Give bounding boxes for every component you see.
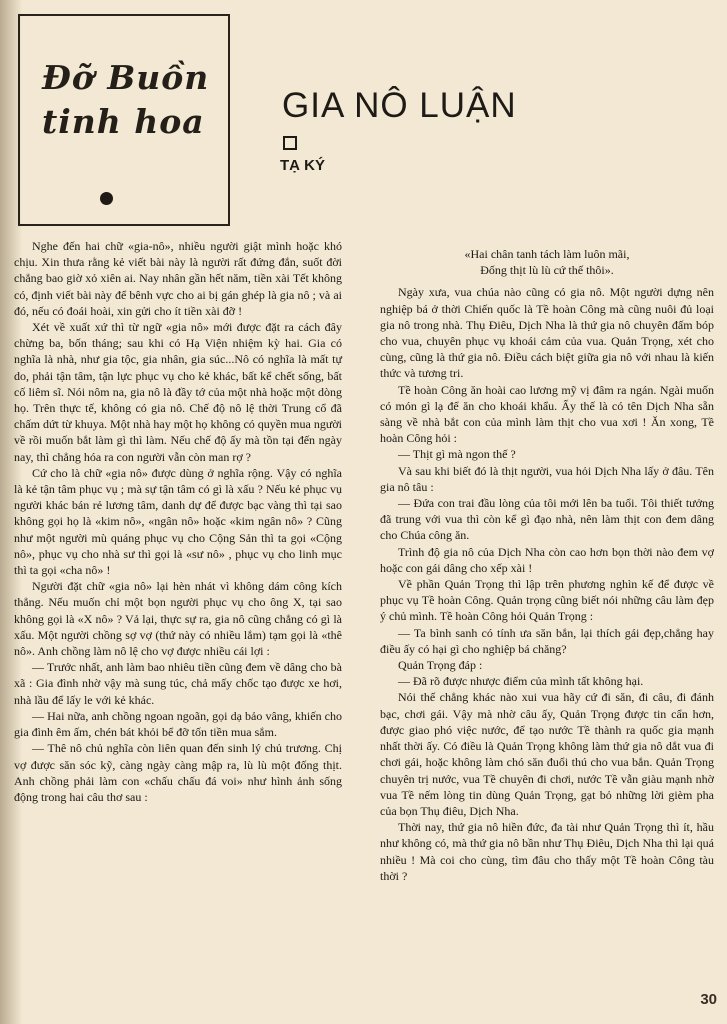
right-column <box>380 246 714 884</box>
paragraph: Xét về xuất xứ thì từ ngữ «gia nô» mới được đặt ra cách đây chừng ba, bốn tháng; sau khi có Hạ Viện nhiệm kỳ hai. Gia có nghĩa là nhà, như gia tộc, gia nhân, gia súc...Nô có nghĩa là mất tự do, phải tận tâm, tận lực phục vụ cho kẻ khác, bất kể chết sống, bất cố liêm sĩ. Nói nôm na, gia nô là đầy tớ của một nhà hoặc một dòng họ. Trên thực tế, không có gia nô. Chế độ nô lệ thời Trung cổ đã chấm dứt từ khuya. Một nhà hay một họ không có quyền mua người về rồi muốn bắt làm gì thì làm. Nếu chế độ ấy mà tồn tại đến ngày nay, thì chẳng hóa ra con người vẫn còn man rợ ? <box>14 320 342 464</box>
poem-line: Đống thịt lù lù cứ thế thôi». <box>480 263 614 278</box>
section-name <box>42 56 222 144</box>
page-number: 30 <box>700 991 717 1008</box>
paragraph: Người đặt chữ «gia nô» lại hèn nhát vì không dám công kích thẳng. Nếu muốn chỉ một bọn người phục vụ cho ông X, tại sao không gọi là «X nô» ? Vả lại, thực sự ra, gia nô cũng chẳng có gì là xấu. Một người chồng sợ vợ (thứ này có nhiều lắm) tạm gọi là «thê nô». Anh chồng làm nô lệ cho vợ được nhiều cái lợi : <box>14 579 342 659</box>
paragraph: — Thê nô chủ nghĩa còn liên quan đến sinh lý chủ trương. Chị vợ được săn sóc kỹ, càng ngày càng mập ra, lù lù một đống thịt. Anh chồng phải làm con «chấu chấu đá voi» như hình ảnh sống động trong hai câu thơ sau : <box>14 741 342 804</box>
dialogue-line: — Thịt gì mà ngon thế ? <box>398 447 516 462</box>
section-name-line1: Đỡ Buồn <box>42 58 210 97</box>
paragraph: — Trước nhất, anh làm bao nhiêu tiền cũng đem về dâng cho bà xã : Gia đình nhờ vậy mà sung túc, chả mấy chốc tạo được xe hơi, nhà lầu để lấy le với kẻ khác. <box>14 660 342 707</box>
paragraph: Tề hoàn Công ăn hoài cao lương mỹ vị đâm ra ngán. Ngài muốn có món gì lạ để ăn cho khoái khẩu. Ấy thế là có tên Dịch Nha sẵn sàng về nhà bắt con của mình làm thịt cho vua xơi ! Ăn xong, Tề hoàn Công hỏi : <box>380 382 714 446</box>
paragraph: Nghe đến hai chữ «gia-nô», nhiều người giật mình hoặc khó chịu. Xin thưa rằng kẻ viết bài này là người rất đứng đắn, suốt đời chẳng bao giờ xỏ xiên ai. Nay nhân gần hết năm, tiền xài Tết không có, định viết bài này để bênh vực cho ai bị gán ghép là gia nô ; và ai đó, nếu có đoái hoài, xin gửi cho ít tiền xài đỡ ! <box>14 239 342 318</box>
article-title: GIA NÔ LUẬN <box>282 86 517 125</box>
dialogue-line: — Ta bình sanh có tính ưa săn bắn, lại thích gái đẹp,chẳng hay điều ấy có hại gì cho nghiệp bá chăng? <box>380 625 714 656</box>
paragraph: Ngày xưa, vua chúa nào cũng có gia nô. Một người dựng nên nghiệp bá ở thời Chiến quốc là Tề hoàn Công mà cũng nuôi đủ loại gia nô trong nhà. Thụ Điêu, Dịch Nha là thứ gia nô chuyên đấm bóp cho vua, chuyên phục vụ khoái cảm của vua. Quản Trọng, xét cho cùng, cũng là thứ gia nô. Điều cách biệt giữa gia nô với nhau là kiến thức và tương tri. <box>380 285 714 381</box>
paragraph: Thời nay, thứ gia nô hiền đức, đa tài như Quản Trọng thì ít, hầu như không có, mà thứ gia nô bần như Thụ Điêu, Dịch Nha thì lại quá nhiều ! Mà coi cho cùng, tìm đâu cho thấy một Tề hoàn Công tàu thời ? <box>380 820 714 883</box>
paragraph: Và sau khi biết đó là thịt người, vua hỏi Dịch Nha lấy ở đâu. Tên gia nô tâu : <box>380 463 714 494</box>
paragraph: — Hai nữa, anh chồng ngoan ngoãn, gọi dạ bảo vâng, khiến cho gia đình êm ấm, chén bát khỏi bể đỡ tốn tiền mua sắm. <box>14 708 342 740</box>
section-header-box <box>18 14 230 226</box>
paragraph: Về phần Quản Trọng thì lập trên phương nghìn kế để được về phục vụ Tề hoàn Công. Quản trọng cũng biết nói những câu làm đẹp ý chủ mình. Tề hoàn Công hỏi Quản Trọng : <box>380 577 714 624</box>
paragraph: Trình độ gia nô của Dịch Nha còn cao hơn bọn thời nào đem vợ hoặc con gái dâng cho xếp xài ! <box>380 544 714 575</box>
left-column <box>14 238 342 805</box>
poem-quote <box>380 246 714 278</box>
section-name-line2: tinh hoa <box>42 102 205 141</box>
poem-line: «Hai chân tanh tách làm luôn mãi, <box>464 247 630 261</box>
article-author: TẠ KÝ <box>280 157 325 174</box>
paragraph: Quản Trọng đáp : <box>398 658 483 673</box>
dialogue-line: — Đã rõ được nhược điểm của mình tất không hại. <box>398 674 644 689</box>
bullet-dot-icon <box>100 192 113 205</box>
square-ornament-icon <box>283 136 297 150</box>
dialogue-line: — Đứa con trai đầu lòng của tôi mới lên ba tuổi. Tôi thiết tưởng đã trung với vua thì còn kể gì đạo nhà, nên làm thịt con đem dâng cho Chúa công ăn. <box>380 496 714 543</box>
paragraph: Nói thế chẳng khác nào xui vua hãy cứ đi săn, đi câu, đi đánh bạc, chơi gái. Vậy mà nhờ câu ấy, Quản Trọng được tin cẩn hơn, được giao phó việc nước, để tạo nước Tề thành ra quốc gia mạnh nhất thời ấy. Có điều là Quản Trọng không làm thứ gia nô dắt vua đi chơi gái, hoặc không làm chó săn đuổi thú cho vua bắn. Quản Trọng chuyên trị nước, vua Tề chuyên đi chơi, nước Tề vẫn giàu mạnh nhờ vua Tề nếm lòng tin dùng Quản Trọng, gạt bỏ những lời gièm pha của bọn Thụ điêu, Dịch Nha. <box>380 690 714 818</box>
paragraph: Cứ cho là chữ «gia nô» được dùng ở nghĩa rộng. Vậy có nghĩa là kẻ tận tâm phục vụ ; mà sự tận tâm có gì là xấu ? Nếu kẻ phục vụ người khác bán rẻ lương tâm, danh dự để được bạc vàng thì tại sao không gọi họ là «kim nô», «ngân nô» hoặc «kim ngân nô» ? Cũng như một người mù quáng phục vụ cho Cộng Sản thì ta gọi «Cộng nô», phục vụ cho nhà sư thì gọi là «sư nô» , phục vụ cho linh mục thì ta gọi «cha nô» ! <box>14 465 342 578</box>
